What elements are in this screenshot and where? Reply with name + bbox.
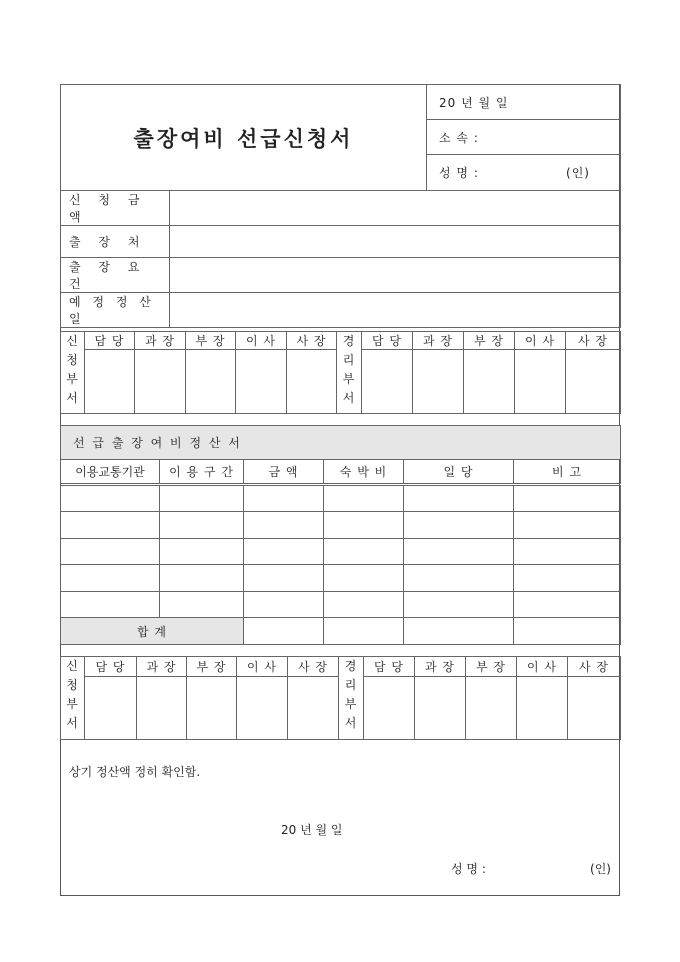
request-amount-label: 신 청 금 액 — [61, 191, 170, 226]
cell[interactable] — [160, 485, 244, 512]
column-header: 금 액 — [244, 459, 324, 485]
signature-box[interactable] — [186, 350, 236, 414]
cell[interactable] — [404, 565, 514, 592]
signature-box[interactable] — [187, 677, 237, 740]
affiliation-field[interactable]: 소 속 : — [427, 120, 621, 155]
cell[interactable] — [324, 538, 404, 565]
signature-box[interactable] — [85, 677, 137, 740]
confirm-text: 상기 정산액 정히 확인함. — [69, 765, 201, 779]
cell[interactable] — [61, 538, 160, 565]
destination-label: 출 장 처 — [61, 226, 170, 258]
signature-box[interactable] — [364, 677, 415, 740]
footer-date-line: 20 년 월 일 — [281, 823, 343, 837]
cell[interactable] — [160, 591, 244, 618]
total-row — [61, 618, 621, 645]
role-label: 이 사 — [515, 332, 566, 350]
signature-box[interactable] — [566, 350, 621, 414]
role-label: 담 당 — [85, 332, 135, 350]
purpose-label: 출 장 요 건 — [61, 258, 170, 293]
cell[interactable] — [61, 511, 160, 538]
signature-box[interactable] — [135, 350, 186, 414]
role-label: 담 당 — [85, 657, 137, 677]
footer-seal-mark: (인) — [590, 862, 611, 876]
role-label: 사 장 — [288, 657, 339, 677]
seal-mark: (인) — [566, 166, 590, 180]
request-fields — [60, 190, 621, 328]
cell[interactable] — [404, 591, 514, 618]
settlement-table — [60, 425, 621, 645]
total-label: 합 계 — [61, 618, 244, 645]
signature-box[interactable] — [464, 350, 515, 414]
cell[interactable] — [244, 511, 324, 538]
cell[interactable] — [160, 511, 244, 538]
date-line: 20 년 월 일 — [427, 85, 621, 120]
cell[interactable] — [160, 565, 244, 592]
table-row — [61, 485, 621, 512]
request-dept-vertical-label: 신 청 부 서 — [61, 332, 85, 414]
role-label: 과 장 — [135, 332, 186, 350]
cell[interactable] — [404, 538, 514, 565]
column-header: 일 당 — [404, 459, 514, 485]
form-header — [60, 84, 621, 191]
role-label: 과 장 — [413, 332, 464, 350]
role-label: 사 장 — [287, 332, 337, 350]
name-field[interactable] — [427, 155, 621, 191]
settlement-date-input[interactable] — [170, 293, 621, 328]
role-label: 담 당 — [364, 657, 415, 677]
cell[interactable] — [514, 511, 621, 538]
cell[interactable] — [244, 591, 324, 618]
cell[interactable] — [61, 565, 160, 592]
signature-box[interactable] — [288, 677, 339, 740]
approval-block-settlement — [60, 656, 621, 740]
column-header: 이용교통기관 — [61, 459, 160, 485]
signature-box[interactable] — [236, 350, 287, 414]
signature-box[interactable] — [568, 677, 621, 740]
role-label: 이 사 — [237, 657, 288, 677]
footer-name-label: 성 명 : — [451, 862, 486, 876]
accounting-dept-vertical-label: 경 리 부 서 — [339, 657, 364, 740]
role-label: 부 장 — [187, 657, 237, 677]
role-label: 이 사 — [517, 657, 568, 677]
role-label: 사 장 — [566, 332, 621, 350]
table-row — [61, 511, 621, 538]
travel-advance-form — [60, 84, 620, 896]
signature-box[interactable] — [517, 677, 568, 740]
cell[interactable] — [61, 485, 160, 512]
cell[interactable] — [160, 538, 244, 565]
accounting-dept-vertical-label: 경 리 부 서 — [337, 332, 362, 414]
signature-box[interactable] — [287, 350, 337, 414]
signature-box[interactable] — [137, 677, 187, 740]
cell[interactable] — [404, 511, 514, 538]
cell[interactable] — [514, 538, 621, 565]
cell[interactable] — [324, 511, 404, 538]
total-note-cell[interactable] — [514, 618, 621, 645]
role-label: 부 장 — [186, 332, 236, 350]
cell[interactable] — [514, 485, 621, 512]
role-label: 이 사 — [236, 332, 287, 350]
signature-box[interactable] — [85, 350, 135, 414]
role-label: 사 장 — [568, 657, 621, 677]
signature-box[interactable] — [237, 677, 288, 740]
cell[interactable] — [244, 485, 324, 512]
total-amount-cell[interactable] — [244, 618, 324, 645]
total-lodging-cell[interactable] — [324, 618, 404, 645]
role-label: 부 장 — [466, 657, 517, 677]
cell[interactable] — [244, 538, 324, 565]
settlement-date-label: 예 정 정 산 일 — [61, 293, 170, 328]
column-header: 이 용 구 간 — [160, 459, 244, 485]
request-amount-input[interactable] — [170, 191, 621, 226]
signature-box[interactable] — [415, 677, 466, 740]
signature-box[interactable] — [466, 677, 517, 740]
table-row — [61, 565, 621, 592]
signature-box[interactable] — [515, 350, 566, 414]
cell[interactable] — [324, 565, 404, 592]
cell[interactable] — [324, 485, 404, 512]
approval-block-request — [60, 331, 621, 414]
column-header: 숙 박 비 — [324, 459, 404, 485]
role-label: 담 당 — [362, 332, 413, 350]
settlement-title: 선 급 출 장 여 비 정 산 서 — [61, 426, 621, 460]
role-label: 부 장 — [464, 332, 515, 350]
cell[interactable] — [404, 485, 514, 512]
signature-box[interactable] — [413, 350, 464, 414]
destination-input[interactable] — [170, 226, 621, 258]
cell[interactable] — [514, 565, 621, 592]
cell[interactable] — [244, 565, 324, 592]
cell[interactable] — [514, 591, 621, 618]
name-label: 성 명 : — [439, 166, 479, 180]
role-label: 과 장 — [415, 657, 466, 677]
table-row — [61, 591, 621, 618]
cell[interactable] — [61, 591, 160, 618]
request-dept-vertical-label: 신 청 부 서 — [61, 657, 85, 740]
total-daily-cell[interactable] — [404, 618, 514, 645]
column-header: 비 고 — [514, 459, 621, 485]
signature-box[interactable] — [362, 350, 413, 414]
cell[interactable] — [324, 591, 404, 618]
purpose-input[interactable] — [170, 258, 621, 293]
table-row — [61, 538, 621, 565]
form-title: 출장여비 선급신청서 — [61, 85, 427, 191]
role-label: 과 장 — [137, 657, 187, 677]
